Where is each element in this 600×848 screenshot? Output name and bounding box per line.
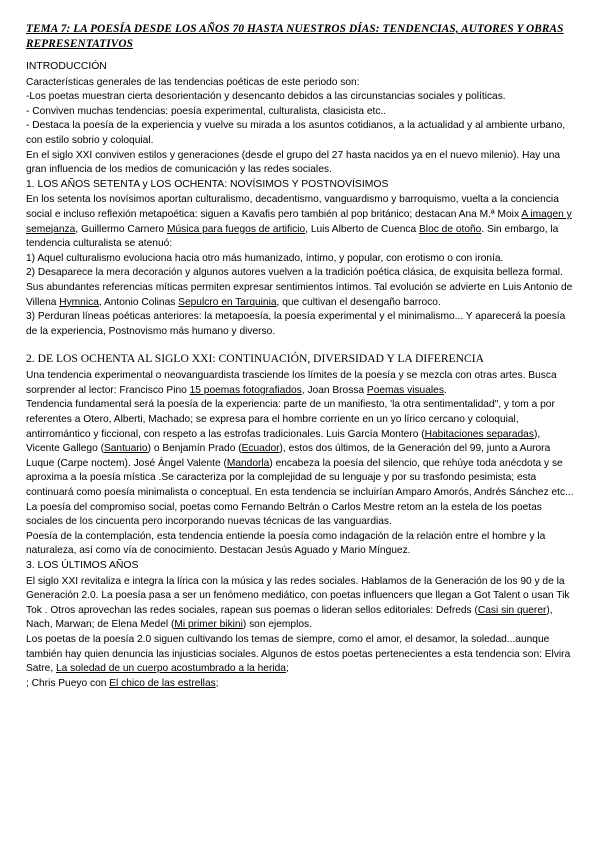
section-2-paragraph-2: Tendencia fundamental será la poesía de la experiencia: parte de un manifiesto, 'la otra sentimentalidad", y tom a por referentes a Otero, Alberti, Machado; se expresa para el hombre corriente en un yo lírico cercano y coloquial, antirromántico y ficcional, con respeto a las estrofas tradicionales. Luis García Montero (Habitaciones separadas), Vicente Gallego (Santuario) o Benjamín Prado (Ecuador), estos dos últimos, de la Generación del 99, junto a Aurora Luque (Carpe noctem). José Ángel Valente (Mandorla) encabeza la poesía del silencio, que rehúye toda anécdota y se aproxima a la poesía mística .Se caracteriza por la complejidad de su lenguaje y por su trasfondo pesimista; esta continuará como poesía minimalista o conceptual. En esta tendencia se incluirían Amparo Amorós, Andrés Sánchez etc...	[26, 399, 574, 499]
section-1-paragraph-1: En los setenta los novísimos aportan culturalismo, decadentismo, vanguardismo y barroquismo, vuelta a la conciencia social e incluso reflexión metapoética: siguen a Kavafis pero también al pop británico; destacan Ana M.ª Moix A imagen y semejanza, Guillermo Carnero Música para fuegos de artificio, Luis Alberto de Cuenca Bloc de otoño. Sin embargo, la tendencia culturalista se atenuó:	[26, 194, 572, 250]
section-3-heading: 3. LOS ÚLTIMOS AÑOS	[26, 560, 139, 571]
section-2-paragraph-3: La poesía del compromiso social, poetas como Fernando Beltrán o Carlos Mestre retom an la estela de los poetas sociales de los cincuenta pero incorporando nuevas técnicas de las vanguardias.	[26, 501, 542, 528]
section-2-paragraph-1: Una tendencia experimental o neovanguardista trasciende los límites de la poesía y se mezcla con otras artes. Busca sorprender al lector: Francisco Pino 15 poemas fotografiados, Joan Brossa Poemas visuales.	[26, 370, 557, 396]
intro-paragraph-2: -Los poetas muestran cierta desorientación y desencanto debidos a las circunstancias sociales y políticas.	[26, 91, 506, 103]
section-2-paragraph-4: Poesía de la contemplación, esta tendencia entiende la poesía como indagación de la relación entre el hombre y la naturaleza, así como vía de conocimiento. Destacan Jesús Aguado y Mario Mínguez.	[26, 530, 546, 557]
section-3-paragraph-3: ; Chris Pueyo con El chico de las estrellas;	[26, 677, 219, 689]
section-2-heading: 2. DE LOS OCHENTA AL SIGLO XXI: CONTINUACIÓN, DIVERSIDAD Y LA DIFERENCIA	[26, 352, 484, 366]
section-1-paragraph-3: 2) Desaparece la mera decoración y algunos autores vuelven a la tradición poética clásica, de exquisita belleza formal. Sus abundantes referencias míticas permiten expresar sentimientos íntimos. Tal evolución se advierte en Luis Antonio de Villena Hymnica, Antonio Colinas Sepulcro en Tarquinia, que cultivan el desengaño barroco.	[26, 267, 573, 308]
page-title	[26, 22, 574, 51]
intro-heading: INTRODUCCIÓN	[26, 61, 107, 72]
section-1-paragraph-4: 3) Perduran líneas poéticas anteriores: la metapoesía, la poesía experimental y el minimalismo... Y aparecerá la poesía de la experiencia, Postnovismo más humano y diverso.	[26, 311, 566, 337]
intro-paragraph-3: - Conviven muchas tendencias: poesía experimental, culturalista, clasicista etc..	[26, 105, 387, 117]
section-3-paragraph-1: El siglo XXI revitaliza e integra la lírica con la música y las redes sociales. Hablamos de la Generación de los 90 y de la Generación 2.0. La poesía pasa a ser un fenómeno mediático, con poetas influencers que llegan a Got Talent o usan Tik Tok . Otros aprovechan las redes sociales, rapean sus poemas o lideran sellos editoriales: Defreds (Casi sin querer), Nach, Marwan; de Elena Medel (Mi primer bikini) son ejemplos.	[26, 575, 570, 631]
section-1-heading: 1. LOS AÑOS SETENTA y LOS OCHENTA: NOVÍSIMOS Y POSTNOVÍSIMOS	[26, 178, 389, 190]
section-spacer-1	[26, 339, 574, 351]
intro-paragraph-5: En el siglo XXI conviven estilos y generaciones (desde el grupo del 27 hasta nacidos ya en el nuevo milenio). Hay una gran influencia de los medios de comunicación y las redes sociales.	[26, 149, 561, 176]
intro-paragraph-1: Características generales de las tendencias poéticas de este periodo son:	[26, 76, 360, 88]
section-3-paragraph-2: Los poetas de la poesía 2.0 siguen cultivando los temas de siempre, como el amor, el desamor, la soledad...aunque también hay quien denuncia las injusticias sociales. Algunos de estos poetas pertenecientes a esta tendencia son: Elvira Satre, La soledad de un cuerpo acostumbrado a la herida;	[26, 633, 571, 675]
section-1-paragraph-2: 1) Aquel culturalismo evoluciona hacia otro más humanizado, íntimo, y popular, con erotismo o con ironía.	[26, 252, 504, 264]
intro-paragraph-4: - Destaca la poesía de la experiencia y vuelve su mirada a los asuntos cotidianos, a la actualidad y al ambiente urbano, con estilo sobrio y coloquial.	[26, 120, 566, 146]
page-title-text: TEMA 7: LA POESÍA DESDE LOS AÑOS 70 HASTA NUESTROS DÍAS: TENDENCIAS, AUTORES Y OBRAS REPRESENTATIVOS	[26, 23, 564, 50]
